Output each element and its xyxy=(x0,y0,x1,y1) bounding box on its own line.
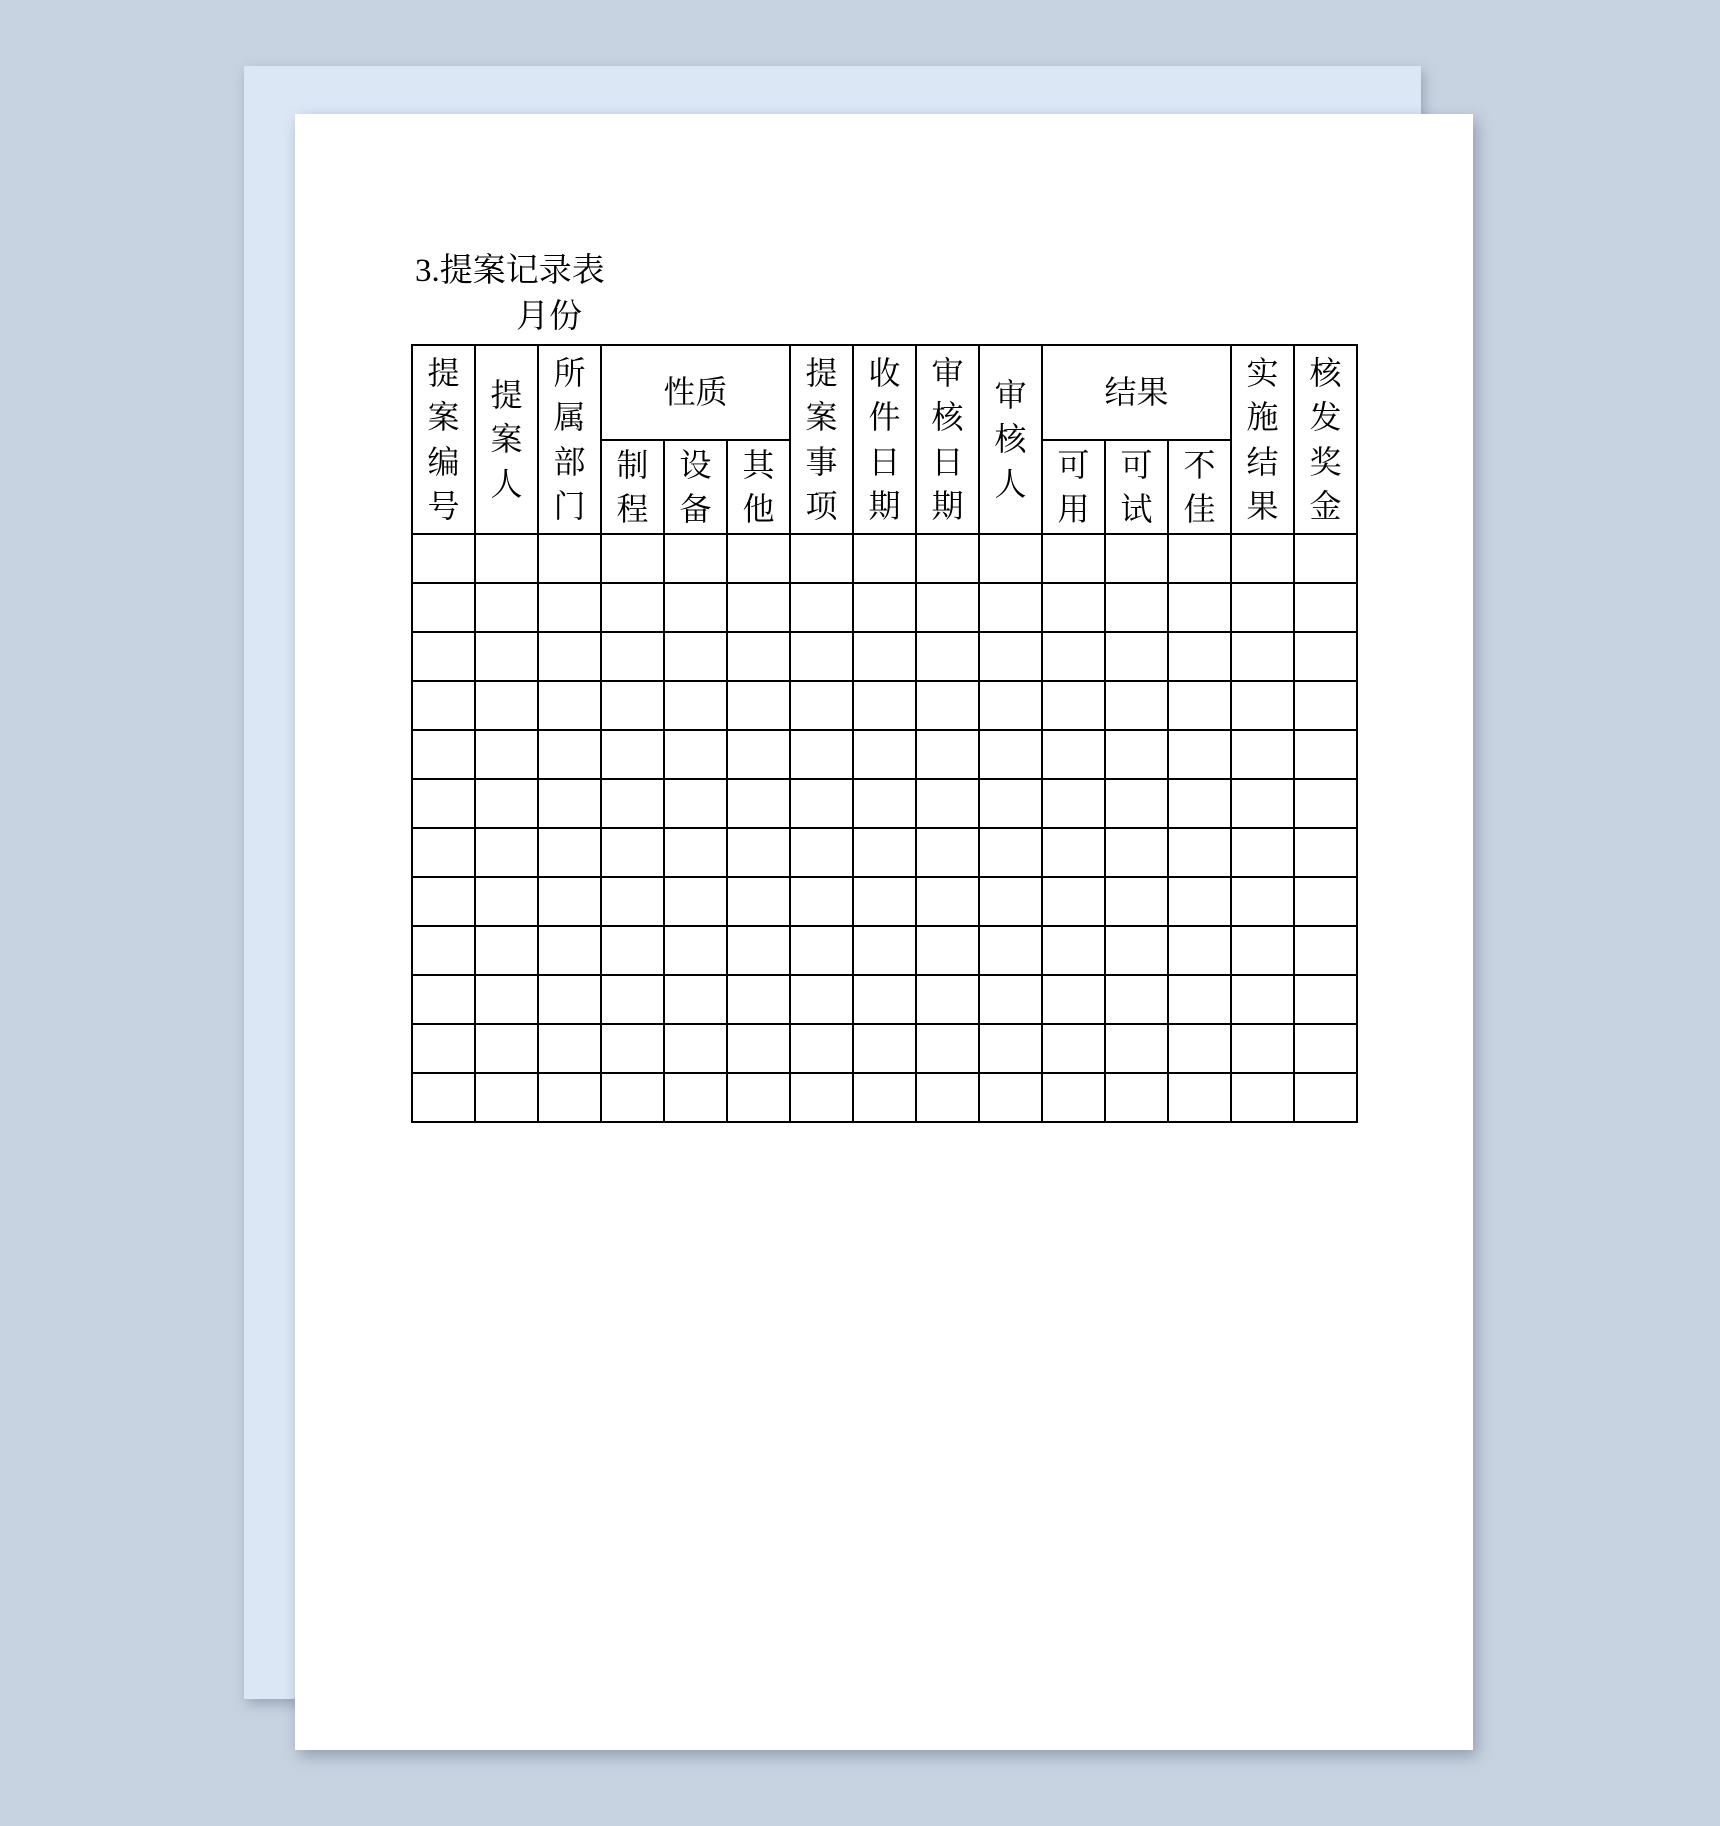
table-cell xyxy=(664,828,727,877)
col-header-proposer-label: 提案人 xyxy=(490,377,523,502)
table-cell xyxy=(1105,681,1168,730)
table-cell xyxy=(1231,1024,1294,1073)
table-cell xyxy=(979,583,1042,632)
table-cell xyxy=(1042,681,1105,730)
table-cell xyxy=(790,1024,853,1073)
table-cell xyxy=(1042,975,1105,1024)
col-header-review-date xyxy=(916,345,979,534)
table-cell xyxy=(916,681,979,730)
table-cell xyxy=(664,583,727,632)
col-header-result-trial xyxy=(1105,440,1168,534)
table-cell xyxy=(979,681,1042,730)
table-cell xyxy=(916,583,979,632)
table-cell xyxy=(1294,730,1357,779)
table-cell xyxy=(1105,828,1168,877)
table-cell xyxy=(1231,681,1294,730)
table-cell xyxy=(412,583,475,632)
table-cell xyxy=(727,779,790,828)
table-cell xyxy=(601,926,664,975)
table-cell xyxy=(916,534,979,583)
table-cell xyxy=(916,877,979,926)
table-cell xyxy=(664,730,727,779)
table-cell xyxy=(916,730,979,779)
col-group-header-result xyxy=(1042,345,1231,440)
table-cell xyxy=(853,1024,916,1073)
table-cell xyxy=(853,534,916,583)
col-header-nature-equipment xyxy=(664,440,727,534)
table-cell xyxy=(1042,632,1105,681)
col-group-header-nature-label: 性质 xyxy=(663,374,728,410)
table-cell xyxy=(727,583,790,632)
table-cell xyxy=(916,828,979,877)
table-cell xyxy=(916,632,979,681)
col-header-result-poor-label: 不佳 xyxy=(1183,446,1216,527)
col-header-result-usable xyxy=(1042,440,1105,534)
table-cell xyxy=(1168,681,1231,730)
table-cell xyxy=(1294,877,1357,926)
col-header-proposal-no-label: 提案编号 xyxy=(427,355,460,524)
table-cell xyxy=(979,926,1042,975)
table-cell xyxy=(853,779,916,828)
header-row-1 xyxy=(412,345,1357,440)
document-page xyxy=(295,114,1473,1750)
table-cell xyxy=(727,828,790,877)
table-cell xyxy=(538,534,601,583)
col-header-receive-date-label: 收件日期 xyxy=(868,355,901,524)
table-cell xyxy=(790,779,853,828)
table-cell xyxy=(853,583,916,632)
table-cell xyxy=(790,1073,853,1122)
table-cell xyxy=(1231,1073,1294,1122)
table-cell xyxy=(979,534,1042,583)
table-row xyxy=(412,730,1357,779)
table-cell xyxy=(601,877,664,926)
col-group-header-result-label: 结果 xyxy=(1104,374,1169,410)
table-cell xyxy=(412,1073,475,1122)
col-header-department xyxy=(538,345,601,534)
table-cell xyxy=(853,926,916,975)
table-cell xyxy=(475,1024,538,1073)
table-cell xyxy=(979,1073,1042,1122)
table-cell xyxy=(916,779,979,828)
table-cell xyxy=(916,1024,979,1073)
table-cell xyxy=(538,779,601,828)
table-cell xyxy=(1105,632,1168,681)
table-cell xyxy=(601,828,664,877)
table-cell xyxy=(1105,583,1168,632)
table-body xyxy=(412,534,1357,1122)
table-cell xyxy=(1168,534,1231,583)
table-cell xyxy=(916,1073,979,1122)
col-header-nature-other-label: 其他 xyxy=(742,446,775,527)
table-cell xyxy=(538,877,601,926)
table-cell xyxy=(1105,1024,1168,1073)
table-cell xyxy=(727,730,790,779)
table-cell xyxy=(1168,828,1231,877)
table-cell xyxy=(1042,1024,1105,1073)
table-cell xyxy=(475,926,538,975)
col-header-impl-result-label: 实施结果 xyxy=(1246,355,1279,524)
col-header-nature-process xyxy=(601,440,664,534)
table-cell xyxy=(979,828,1042,877)
col-header-reviewer xyxy=(979,345,1042,534)
table-cell xyxy=(664,926,727,975)
col-header-department-label: 所属部门 xyxy=(553,355,586,524)
table-cell xyxy=(475,730,538,779)
table-cell xyxy=(1294,681,1357,730)
table-cell xyxy=(601,975,664,1024)
table-cell xyxy=(790,828,853,877)
col-header-proposal-no xyxy=(412,345,475,534)
table-cell xyxy=(979,730,1042,779)
col-header-nature-equipment-label: 设备 xyxy=(679,446,712,527)
table-cell xyxy=(727,926,790,975)
table-cell xyxy=(412,730,475,779)
table-header xyxy=(412,345,1357,534)
table-cell xyxy=(538,730,601,779)
table-cell xyxy=(1042,828,1105,877)
table-cell xyxy=(979,877,1042,926)
table-cell xyxy=(1042,583,1105,632)
table-cell xyxy=(1168,975,1231,1024)
table-cell xyxy=(1168,877,1231,926)
table-row xyxy=(412,779,1357,828)
table-cell xyxy=(664,681,727,730)
table-cell xyxy=(1294,828,1357,877)
table-cell xyxy=(601,730,664,779)
table-cell xyxy=(475,1073,538,1122)
table-cell xyxy=(1294,1024,1357,1073)
table-cell xyxy=(1105,779,1168,828)
table-cell xyxy=(853,730,916,779)
table-cell xyxy=(1168,632,1231,681)
table-cell xyxy=(601,1024,664,1073)
table-cell xyxy=(853,1073,916,1122)
table-row xyxy=(412,926,1357,975)
table-cell xyxy=(1105,534,1168,583)
table-cell xyxy=(853,828,916,877)
table-cell xyxy=(979,975,1042,1024)
table-cell xyxy=(1231,534,1294,583)
table-cell xyxy=(1231,632,1294,681)
table-cell xyxy=(1105,730,1168,779)
table-cell xyxy=(790,534,853,583)
table-cell xyxy=(790,877,853,926)
table-cell xyxy=(664,534,727,583)
table-cell xyxy=(727,681,790,730)
table-cell xyxy=(1168,926,1231,975)
table-cell xyxy=(412,877,475,926)
table-cell xyxy=(475,583,538,632)
table-cell xyxy=(1105,877,1168,926)
table-row xyxy=(412,583,1357,632)
table-cell xyxy=(412,828,475,877)
col-header-proposal-item-label: 提案事项 xyxy=(805,355,838,524)
table-cell xyxy=(412,926,475,975)
table-row xyxy=(412,1073,1357,1122)
table-cell xyxy=(1168,583,1231,632)
col-header-result-poor xyxy=(1168,440,1231,534)
table-cell xyxy=(412,975,475,1024)
col-header-result-usable-label: 可用 xyxy=(1057,446,1090,527)
table-cell xyxy=(475,534,538,583)
table-cell xyxy=(1294,583,1357,632)
table-cell xyxy=(1294,632,1357,681)
table-cell xyxy=(1042,779,1105,828)
table-cell xyxy=(979,1024,1042,1073)
table-cell xyxy=(601,632,664,681)
table-row xyxy=(412,877,1357,926)
table-cell xyxy=(1042,534,1105,583)
table-cell xyxy=(1168,730,1231,779)
col-header-proposal-item xyxy=(790,345,853,534)
table-cell xyxy=(664,1073,727,1122)
table-cell xyxy=(1105,1073,1168,1122)
document-title: 3.提案记录表 xyxy=(415,253,605,289)
table-cell xyxy=(1231,730,1294,779)
table-cell xyxy=(475,975,538,1024)
table-cell xyxy=(664,975,727,1024)
table-cell xyxy=(412,534,475,583)
col-header-proposer xyxy=(475,345,538,534)
table-cell xyxy=(412,779,475,828)
col-header-impl-result xyxy=(1231,345,1294,534)
table-cell xyxy=(790,730,853,779)
table-cell xyxy=(1231,828,1294,877)
col-header-reviewer-label: 审核人 xyxy=(994,377,1027,502)
table-cell xyxy=(1231,926,1294,975)
month-label: 月份 xyxy=(516,299,582,335)
table-cell xyxy=(1231,583,1294,632)
table-cell xyxy=(538,583,601,632)
table-cell xyxy=(475,632,538,681)
table-cell xyxy=(727,632,790,681)
table-cell xyxy=(1042,926,1105,975)
table-cell xyxy=(1294,534,1357,583)
table-cell xyxy=(853,877,916,926)
table-cell xyxy=(664,632,727,681)
col-header-bonus-label: 核发奖金 xyxy=(1309,355,1342,524)
col-header-nature-other xyxy=(727,440,790,534)
col-header-receive-date xyxy=(853,345,916,534)
table-cell xyxy=(412,632,475,681)
table-cell xyxy=(1231,877,1294,926)
table-cell xyxy=(664,1024,727,1073)
table-cell xyxy=(538,828,601,877)
table-cell xyxy=(853,975,916,1024)
table-cell xyxy=(727,1073,790,1122)
table-cell xyxy=(475,828,538,877)
table-cell xyxy=(601,583,664,632)
table-cell xyxy=(979,632,1042,681)
proposal-record-table xyxy=(411,344,1358,1123)
table-cell xyxy=(1105,926,1168,975)
col-group-header-nature xyxy=(601,345,790,440)
table-cell xyxy=(601,534,664,583)
table-cell xyxy=(790,632,853,681)
table-row xyxy=(412,632,1357,681)
table-cell xyxy=(1231,975,1294,1024)
table-cell xyxy=(790,681,853,730)
table-cell xyxy=(727,534,790,583)
table-row xyxy=(412,1024,1357,1073)
table-cell xyxy=(1294,779,1357,828)
table-cell xyxy=(538,975,601,1024)
table-cell xyxy=(475,681,538,730)
table-cell xyxy=(853,681,916,730)
table-cell xyxy=(1168,1024,1231,1073)
table-row xyxy=(412,975,1357,1024)
table-cell xyxy=(538,1024,601,1073)
col-header-review-date-label: 审核日期 xyxy=(931,355,964,524)
table-cell xyxy=(790,926,853,975)
table-cell xyxy=(1042,730,1105,779)
col-header-result-trial-label: 可试 xyxy=(1120,446,1153,527)
table-cell xyxy=(916,975,979,1024)
table-cell xyxy=(475,779,538,828)
col-header-nature-process-label: 制程 xyxy=(616,446,649,527)
table-cell xyxy=(538,926,601,975)
table-cell xyxy=(979,779,1042,828)
table-cell xyxy=(1168,779,1231,828)
table-cell xyxy=(916,926,979,975)
table-cell xyxy=(538,632,601,681)
table-cell xyxy=(601,779,664,828)
table-cell xyxy=(1294,975,1357,1024)
table-cell xyxy=(727,1024,790,1073)
table-cell xyxy=(601,681,664,730)
table-cell xyxy=(727,877,790,926)
table-cell xyxy=(790,975,853,1024)
table-cell xyxy=(601,1073,664,1122)
table-cell xyxy=(1042,877,1105,926)
table-cell xyxy=(538,681,601,730)
table-cell xyxy=(664,779,727,828)
table-cell xyxy=(475,877,538,926)
table-cell xyxy=(1168,1073,1231,1122)
col-header-bonus xyxy=(1294,345,1357,534)
table-row xyxy=(412,534,1357,583)
table-cell xyxy=(853,632,916,681)
table-cell xyxy=(412,681,475,730)
table-cell xyxy=(1231,779,1294,828)
table-cell xyxy=(538,1073,601,1122)
table-cell xyxy=(412,1024,475,1073)
table-cell xyxy=(790,583,853,632)
table-cell xyxy=(1105,975,1168,1024)
table-cell xyxy=(1294,1073,1357,1122)
table-row xyxy=(412,681,1357,730)
table-cell xyxy=(727,975,790,1024)
table-cell xyxy=(664,877,727,926)
table-row xyxy=(412,828,1357,877)
table-cell xyxy=(1042,1073,1105,1122)
table-cell xyxy=(1294,926,1357,975)
